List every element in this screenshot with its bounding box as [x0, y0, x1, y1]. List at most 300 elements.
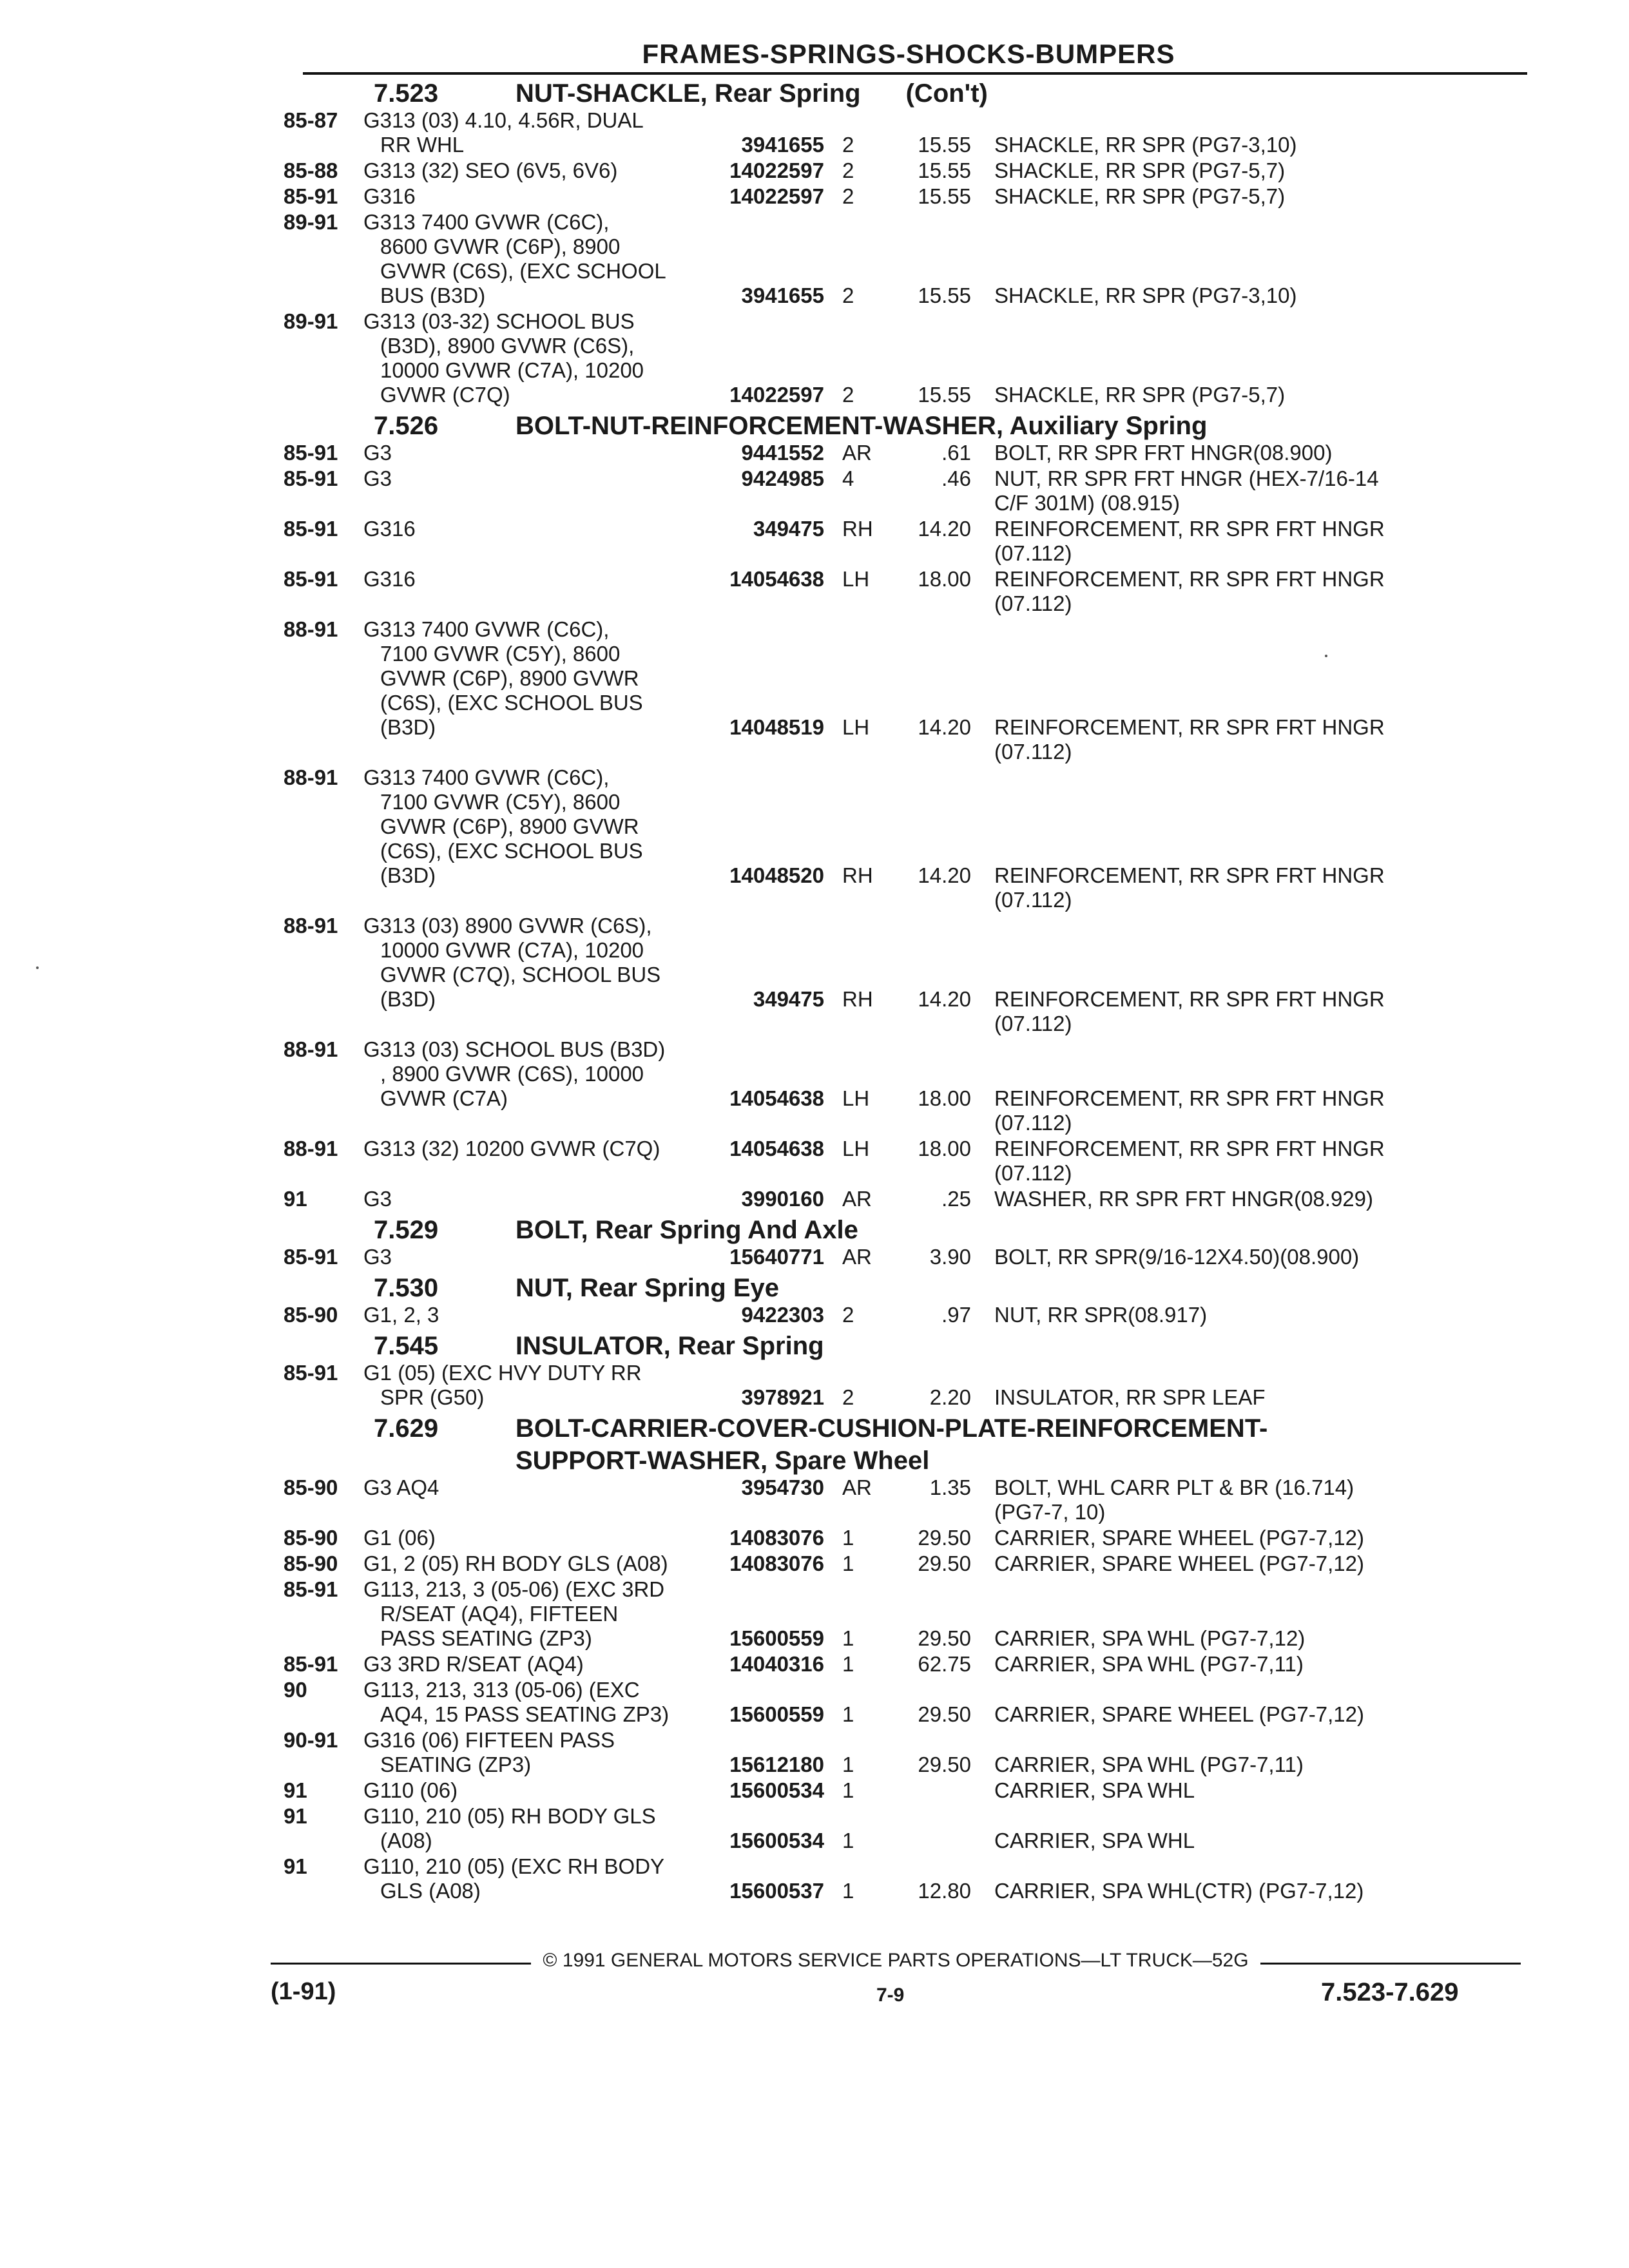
entry-line [284, 765, 1527, 790]
scan-speck [1325, 655, 1327, 657]
part-number: 14083076 [729, 1526, 824, 1550]
catalog-section [284, 1332, 1527, 1410]
part-entry [284, 1804, 1527, 1853]
part-number: 14040316 [729, 1652, 824, 1676]
application-desc: G316 [363, 567, 416, 591]
price: 2.20 [929, 1385, 971, 1409]
entry-line [284, 1037, 1527, 1062]
quantity: 1 [842, 1626, 854, 1650]
part-number: 15640771 [729, 1245, 824, 1269]
quantity: LH [842, 1086, 870, 1110]
part-name: REINFORCEMENT, RR SPR FRT HNGR [994, 517, 1385, 541]
part-entry [284, 1678, 1527, 1727]
part-number: 14083076 [729, 1552, 824, 1575]
price: 18.00 [918, 1086, 971, 1110]
part-number: 14022597 [729, 383, 824, 407]
price: 1.35 [929, 1475, 971, 1499]
application-desc: G110, 210 (05) RH BODY GLS [363, 1804, 656, 1828]
model-years: 88-91 [284, 1037, 338, 1061]
entry-line [284, 184, 1527, 209]
part-number: 14022597 [729, 184, 824, 208]
quantity: 2 [842, 383, 854, 407]
quantity: RH [842, 863, 873, 887]
entry-line [284, 1086, 1527, 1111]
part-number: 15600537 [729, 1879, 824, 1903]
part-name: REINFORCEMENT, RR SPR FRT HNGR [994, 567, 1385, 591]
application-desc: G3 [363, 1245, 392, 1269]
application-desc: (C6S), (EXC SCHOOL BUS [380, 839, 643, 863]
entry-line [284, 1804, 1527, 1829]
part-name: (PG7-7, 10) [994, 1500, 1106, 1524]
quantity: 1 [842, 1829, 854, 1852]
part-number: 14054638 [729, 567, 824, 591]
application-desc: G1, 2 (05) RH BODY GLS (A08) [363, 1552, 668, 1575]
entry-line [284, 466, 1527, 491]
quantity: 2 [842, 284, 854, 307]
section-heading [284, 1274, 1527, 1302]
part-number: 3954730 [741, 1475, 824, 1499]
part-number: 3941655 [741, 284, 824, 307]
entry-line [284, 1303, 1527, 1327]
part-name: (07.112) [994, 1161, 1072, 1185]
entry-line [284, 383, 1527, 407]
entry-line [284, 1552, 1527, 1576]
part-entry [284, 1361, 1527, 1410]
quantity: 1 [842, 1552, 854, 1575]
quantity: LH [842, 715, 870, 739]
part-entry [284, 914, 1527, 1036]
model-years: 85-90 [284, 1552, 338, 1575]
model-years: 85-91 [284, 1577, 338, 1601]
part-entry [284, 1652, 1527, 1677]
quantity: RH [842, 517, 873, 541]
entry-line [284, 914, 1527, 938]
application-desc: G110 (06) [363, 1778, 458, 1802]
part-name: NUT, RR SPR(08.917) [994, 1303, 1208, 1327]
part-entry [284, 1778, 1527, 1803]
entry-line [284, 617, 1527, 642]
price: 29.50 [918, 1552, 971, 1575]
part-entry [284, 1526, 1527, 1550]
entry-line [284, 1728, 1527, 1753]
part-name: CARRIER, SPA WHL [994, 1778, 1195, 1802]
entry-line [284, 491, 1527, 515]
entry-line [284, 441, 1527, 465]
entry-line [284, 284, 1527, 308]
part-number: 3941655 [741, 133, 824, 157]
application-desc: SPR (G50) [380, 1385, 485, 1409]
application-desc: SEATING (ZP3) [380, 1753, 532, 1776]
price: .46 [941, 466, 971, 490]
quantity: AR [842, 1245, 872, 1269]
part-entry [284, 1577, 1527, 1651]
application-desc: G313 (03) 4.10, 4.56R, DUAL [363, 108, 644, 132]
entry-line [284, 1361, 1527, 1385]
model-years: 91 [284, 1804, 307, 1828]
part-name: BOLT, WHL CARR PLT & BR (16.714) [994, 1475, 1354, 1499]
entry-line [284, 1137, 1527, 1161]
part-number: 15600534 [729, 1829, 824, 1852]
part-number: 14054638 [729, 1137, 824, 1160]
entry-line [284, 1187, 1527, 1211]
part-entry [284, 1245, 1527, 1269]
price: 14.20 [918, 715, 971, 739]
price: .25 [941, 1187, 971, 1211]
model-years: 85-91 [284, 517, 338, 541]
section-number: 7.545 [374, 1332, 439, 1360]
part-entry [284, 1728, 1527, 1777]
application-desc: (B3D) [380, 987, 436, 1011]
page-header-title: FRAMES-SPRINGS-SHOCKS-BUMPERS [642, 39, 1175, 69]
application-desc: G3 AQ4 [363, 1475, 439, 1499]
entry-line [284, 987, 1527, 1012]
catalog-section [284, 412, 1527, 1211]
application-desc: G313 7400 GVWR (C6C), [363, 765, 610, 789]
quantity: 1 [842, 1753, 854, 1776]
application-desc: G1 (06) [363, 1526, 436, 1550]
model-years: 85-91 [284, 441, 338, 465]
price: 18.00 [918, 1137, 971, 1160]
quantity: AR [842, 1187, 872, 1211]
application-desc: GVWR (C6P), 8900 GVWR [380, 666, 639, 690]
quantity: 2 [842, 184, 854, 208]
part-entry [284, 617, 1527, 764]
quantity: LH [842, 567, 870, 591]
entry-line [284, 1385, 1527, 1410]
model-years: 91 [284, 1854, 307, 1878]
application-desc: GLS (A08) [380, 1879, 481, 1903]
part-number: 15600534 [729, 1778, 824, 1802]
part-number: 349475 [753, 987, 824, 1011]
part-name: (07.112) [994, 1111, 1072, 1135]
application-desc: (C6S), (EXC SCHOOL BUS [380, 691, 643, 715]
model-years: 85-90 [284, 1303, 338, 1327]
application-desc: G313 7400 GVWR (C6C), [363, 210, 610, 234]
quantity: AR [842, 441, 872, 465]
entry-line [284, 517, 1527, 541]
quantity: RH [842, 987, 873, 1011]
model-years: 85-91 [284, 1652, 338, 1676]
catalog-section [284, 80, 1527, 407]
entry-line [284, 358, 1527, 383]
entry-line [284, 740, 1527, 764]
part-number: 14048519 [729, 715, 824, 739]
part-name: CARRIER, SPA WHL (PG7-7,11) [994, 1753, 1304, 1776]
application-desc: GVWR (C7Q), SCHOOL BUS [380, 963, 661, 986]
model-years: 85-90 [284, 1475, 338, 1499]
quantity: 2 [842, 159, 854, 182]
application-desc: G3 3RD R/SEAT (AQ4) [363, 1652, 584, 1676]
part-entry [284, 1854, 1527, 1903]
part-name: BOLT, RR SPR FRT HNGR(08.900) [994, 441, 1333, 465]
part-entry [284, 1475, 1527, 1524]
part-name: CARRIER, SPARE WHEEL (PG7-7,12) [994, 1552, 1364, 1575]
entry-line [284, 1829, 1527, 1853]
model-years: 89-91 [284, 309, 338, 333]
section-heading [284, 412, 1527, 439]
footer-section-range: 7.523-7.629 [1321, 1978, 1459, 2006]
entry-line [284, 666, 1527, 691]
entry-line [284, 1577, 1527, 1602]
entry-line [284, 235, 1527, 259]
entry-line [284, 691, 1527, 715]
entry-line [284, 1602, 1527, 1626]
part-number: 14048520 [729, 863, 824, 887]
entry-line [284, 133, 1527, 157]
part-name: BOLT, RR SPR(9/16-12X4.50)(08.900) [994, 1245, 1360, 1269]
application-desc: G316 [363, 184, 416, 208]
price: 14.20 [918, 863, 971, 887]
part-number: 9424985 [741, 466, 824, 490]
part-entry [284, 210, 1527, 308]
price: 29.50 [918, 1626, 971, 1650]
quantity: 1 [842, 1778, 854, 1802]
catalog-page [284, 32, 1527, 1903]
entry-line [284, 1245, 1527, 1269]
application-desc: R/SEAT (AQ4), FIFTEEN [380, 1602, 619, 1626]
model-years: 85-91 [284, 184, 338, 208]
part-number: 3990160 [741, 1187, 824, 1211]
part-entry [284, 184, 1527, 209]
application-desc: G113, 213, 313 (05-06) (EXC [363, 1678, 640, 1702]
part-entry [284, 441, 1527, 465]
entry-line [284, 839, 1527, 863]
application-desc: G110, 210 (05) (EXC RH BODY [363, 1854, 665, 1878]
application-desc: (B3D), 8900 GVWR (C6S), [380, 334, 635, 358]
footer-page-number: 7-9 [876, 1984, 905, 2006]
part-name: CARRIER, SPA WHL(CTR) (PG7-7,12) [994, 1879, 1364, 1903]
quantity: 2 [842, 1385, 854, 1409]
section-number: 7.530 [374, 1274, 439, 1302]
entry-line [284, 309, 1527, 334]
application-desc: (B3D) [380, 863, 436, 887]
model-years: 88-91 [284, 617, 338, 641]
part-name: (07.112) [994, 1012, 1072, 1035]
part-entry [284, 159, 1527, 183]
application-desc: 10000 GVWR (C7A), 10200 [380, 938, 644, 962]
part-name: SHACKLE, RR SPR (PG7-5,7) [994, 184, 1286, 208]
quantity: 2 [842, 1303, 854, 1327]
part-name: (07.112) [994, 740, 1072, 764]
entry-line [284, 1626, 1527, 1651]
price: 15.55 [918, 133, 971, 157]
entry-line [284, 1475, 1527, 1500]
section-heading [284, 1216, 1527, 1244]
price: 62.75 [918, 1652, 971, 1676]
model-years: 85-91 [284, 1361, 338, 1385]
entry-line [284, 259, 1527, 284]
model-years: 88-91 [284, 914, 338, 937]
entry-line [284, 1012, 1527, 1036]
entry-line [284, 210, 1527, 235]
catalog-section [284, 1415, 1527, 1903]
part-name: CARRIER, SPARE WHEEL (PG7-7,12) [994, 1526, 1364, 1550]
entry-line [284, 1753, 1527, 1777]
part-entry [284, 108, 1527, 157]
section-title: NUT-SHACKLE, Rear Spring [516, 79, 861, 108]
section-number: 7.529 [374, 1216, 439, 1244]
model-years: 85-90 [284, 1526, 338, 1550]
application-desc: G3 [363, 441, 392, 465]
quantity: 1 [842, 1526, 854, 1550]
application-desc: G316 [363, 517, 416, 541]
section-title: BOLT-NUT-REINFORCEMENT-WASHER, Auxiliary Spring [516, 412, 1208, 440]
entry-line [284, 963, 1527, 987]
price: 15.55 [918, 159, 971, 182]
application-desc: G1, 2, 3 [363, 1303, 439, 1327]
entry-line [284, 1678, 1527, 1702]
part-name: REINFORCEMENT, RR SPR FRT HNGR [994, 1137, 1385, 1160]
model-years: 85-91 [284, 567, 338, 591]
entry-line [284, 541, 1527, 566]
entry-line [284, 1652, 1527, 1677]
part-name: C/F 301M) (08.915) [994, 491, 1180, 515]
section-heading [284, 80, 1527, 107]
application-desc: 7100 GVWR (C5Y), 8600 [380, 790, 621, 814]
part-entry [284, 517, 1527, 566]
part-number: 14022597 [729, 159, 824, 182]
model-years: 85-91 [284, 1245, 338, 1269]
application-desc: GVWR (C7A) [380, 1086, 508, 1110]
entry-line [284, 715, 1527, 740]
part-name: REINFORCEMENT, RR SPR FRT HNGR [994, 1086, 1385, 1110]
entry-line [284, 108, 1527, 133]
entry-line [284, 159, 1527, 183]
price: 29.50 [918, 1702, 971, 1726]
price: 12.80 [918, 1879, 971, 1903]
model-years: 90 [284, 1678, 307, 1702]
application-desc: GVWR (C6S), (EXC SCHOOL [380, 259, 666, 283]
application-desc: PASS SEATING (ZP3) [380, 1626, 592, 1650]
part-entry [284, 1137, 1527, 1186]
part-entry [284, 1187, 1527, 1211]
application-desc: 8600 GVWR (C6P), 8900 [380, 235, 621, 258]
model-years: 91 [284, 1778, 307, 1802]
price: 15.55 [918, 383, 971, 407]
model-years: 90-91 [284, 1728, 338, 1752]
part-name: CARRIER, SPA WHL (PG7-7,11) [994, 1652, 1304, 1676]
price: 15.55 [918, 284, 971, 307]
price: 18.00 [918, 567, 971, 591]
application-desc: G313 (03) 8900 GVWR (C6S), [363, 914, 652, 937]
footer-copyright: © 1991 GENERAL MOTORS SERVICE PARTS OPERATIONS—LT TRUCK—52G [271, 1950, 1521, 1972]
part-number: 9422303 [741, 1303, 824, 1327]
application-desc: GVWR (C6P), 8900 GVWR [380, 814, 639, 838]
price: .97 [941, 1303, 971, 1327]
entry-line [284, 1879, 1527, 1903]
quantity: AR [842, 1475, 872, 1499]
part-name: (07.112) [994, 591, 1072, 615]
application-desc: G313 (03) SCHOOL BUS (B3D) [363, 1037, 666, 1061]
quantity: 1 [842, 1652, 854, 1676]
part-entry [284, 765, 1527, 912]
part-name: REINFORCEMENT, RR SPR FRT HNGR [994, 987, 1385, 1011]
section-number: 7.526 [374, 412, 439, 440]
price: 29.50 [918, 1526, 971, 1550]
header-rule [303, 72, 1527, 75]
application-desc: , 8900 GVWR (C6S), 10000 [380, 1062, 644, 1086]
model-years: 85-91 [284, 466, 338, 490]
application-desc: G313 7400 GVWR (C6C), [363, 617, 610, 641]
entry-line [284, 334, 1527, 358]
entry-line [284, 1500, 1527, 1524]
catalog-section [284, 1274, 1527, 1327]
part-number: 15600559 [729, 1702, 824, 1726]
entry-line [284, 591, 1527, 616]
section-title: BOLT-CARRIER-COVER-CUSHION-PLATE-REINFORCEMENT- [516, 1414, 1268, 1443]
application-desc: 10000 GVWR (C7A), 10200 [380, 358, 644, 382]
entry-line [284, 1854, 1527, 1879]
model-years: 85-88 [284, 159, 338, 182]
part-name: SHACKLE, RR SPR (PG7-5,7) [994, 383, 1286, 407]
quantity: LH [842, 1137, 870, 1160]
part-name: SHACKLE, RR SPR (PG7-3,10) [994, 284, 1297, 307]
price: 14.20 [918, 517, 971, 541]
application-desc: G1 (05) (EXC HVY DUTY RR [363, 1361, 642, 1385]
catalog-section [284, 1216, 1527, 1269]
application-desc: G3 [363, 466, 392, 490]
application-desc: G313 (32) SEO (6V5, 6V6) [363, 159, 618, 182]
section-title: NUT, Rear Spring Eye [516, 1274, 780, 1302]
price: 29.50 [918, 1753, 971, 1776]
price: 14.20 [918, 987, 971, 1011]
part-name: REINFORCEMENT, RR SPR FRT HNGR [994, 863, 1385, 887]
part-number: 3978921 [741, 1385, 824, 1409]
part-name: NUT, RR SPR FRT HNGR (HEX-7/16-14 [994, 466, 1379, 490]
application-desc: G313 (03-32) SCHOOL BUS [363, 309, 635, 333]
application-desc: 7100 GVWR (C5Y), 8600 [380, 642, 621, 666]
part-entry [284, 309, 1527, 407]
model-years: 89-91 [284, 210, 338, 234]
entry-line [284, 888, 1527, 912]
price: 3.90 [929, 1245, 971, 1269]
quantity: 1 [842, 1879, 854, 1903]
entry-line [284, 863, 1527, 888]
section-title-line2: SUPPORT-WASHER, Spare Wheel [516, 1446, 930, 1475]
part-name: CARRIER, SPA WHL [994, 1829, 1195, 1852]
part-name: (07.112) [994, 541, 1072, 565]
entry-line [284, 1062, 1527, 1086]
model-years: 88-91 [284, 1137, 338, 1160]
part-entry [284, 1037, 1527, 1135]
part-entry [284, 567, 1527, 616]
section-heading [284, 1415, 1527, 1442]
part-number: 15600559 [729, 1626, 824, 1650]
part-name: INSULATOR, RR SPR LEAF [994, 1385, 1266, 1409]
part-number: 14054638 [729, 1086, 824, 1110]
section-number: 7.523 [374, 79, 439, 108]
section-heading [284, 1332, 1527, 1360]
application-desc: BUS (B3D) [380, 284, 486, 307]
part-name: REINFORCEMENT, RR SPR FRT HNGR [994, 715, 1385, 739]
application-desc: G3 [363, 1187, 392, 1211]
entry-line [284, 1702, 1527, 1727]
model-years: 88-91 [284, 765, 338, 789]
part-name: SHACKLE, RR SPR (PG7-3,10) [994, 133, 1297, 157]
part-name: (07.112) [994, 888, 1072, 912]
section-continued: (Con't) [905, 79, 988, 108]
part-name: WASHER, RR SPR FRT HNGR(08.929) [994, 1187, 1374, 1211]
part-entry [284, 466, 1527, 515]
part-name: SHACKLE, RR SPR (PG7-5,7) [994, 159, 1286, 182]
scan-speck [36, 966, 39, 969]
section-title: INSULATOR, Rear Spring [516, 1332, 824, 1360]
price: 15.55 [918, 184, 971, 208]
application-desc: G316 (06) FIFTEEN PASS [363, 1728, 615, 1752]
part-name: CARRIER, SPA WHL (PG7-7,12) [994, 1626, 1306, 1650]
application-desc: G113, 213, 3 (05-06) (EXC 3RD [363, 1577, 665, 1601]
part-number: 349475 [753, 517, 824, 541]
